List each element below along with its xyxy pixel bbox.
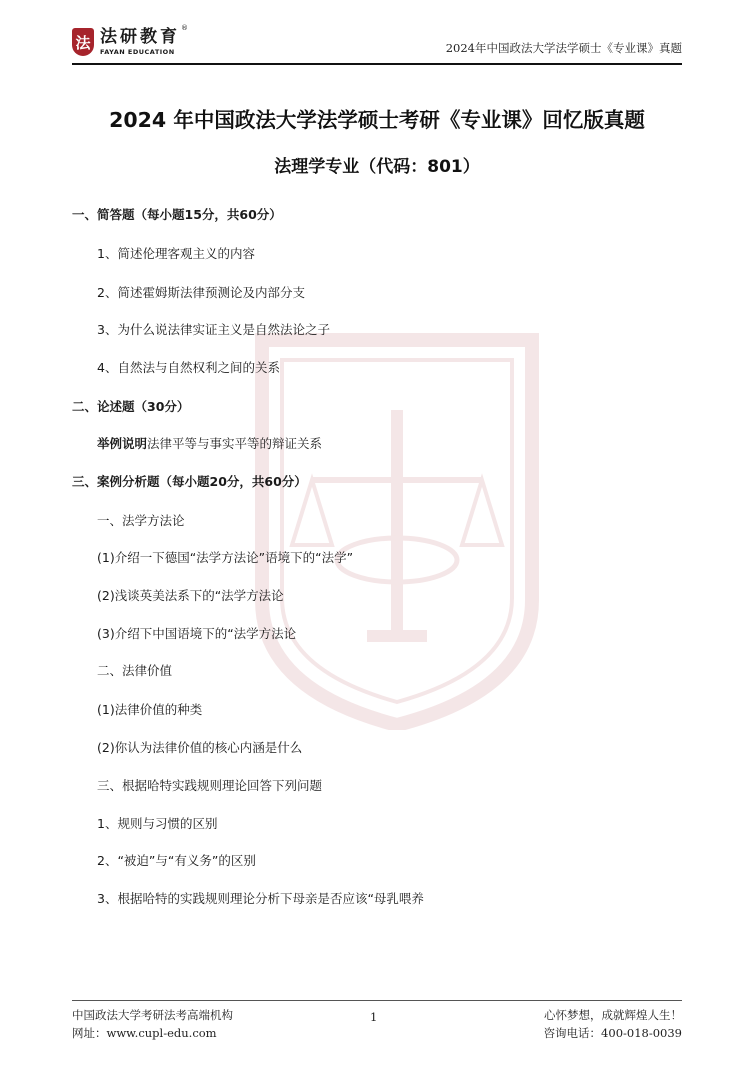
subsection-heading: 一、法学方法论	[97, 513, 185, 528]
section-heading: 一、简答题（每小题15分，共60分）	[72, 207, 282, 222]
page-title: 2024 年中国政法大学法学硕士考研《专业课》回忆版真题	[109, 108, 645, 132]
logo-text	[100, 26, 180, 56]
question-item: 2、“被迫”与“有义务”的区别	[97, 853, 256, 868]
brand-logo	[72, 24, 188, 60]
question-item: 4、自然法与自然权利之间的关系	[97, 360, 280, 375]
page-subtitle: 法理学专业（代码：801）	[274, 157, 480, 177]
question-item: (2)浅谈英美法系下的“法学方法论	[97, 588, 284, 603]
logo-chinese-name: 法研教育	[100, 26, 180, 47]
section-heading: 二、论述题（30分）	[72, 399, 190, 414]
logo-english-name: FAYAN EDUCATION	[100, 47, 175, 56]
question-item: 1、规则与习惯的区别	[97, 816, 218, 831]
question-item	[97, 436, 322, 452]
question-item: (1)法律价值的种类	[97, 702, 203, 717]
footer-org: 中国政法大学考研法考高端机构	[72, 1008, 233, 1022]
header-doc-label: 2024年中国政法大学法学硕士《专业课》真题	[445, 41, 682, 55]
shield-logo-icon: 法	[72, 28, 94, 56]
question-item: (2)你认为法律价值的核心内涵是什么	[97, 740, 303, 755]
footer-slogan: 心怀梦想，成就辉煌人生！	[544, 1008, 682, 1022]
footer-phone: 咨询电话：400-018-0039	[543, 1026, 682, 1040]
question-item: (3)介绍下中国语境下的“法学方法论	[97, 626, 297, 641]
footer-website: 网址：www.cupl-edu.com	[72, 1026, 217, 1040]
header-divider	[72, 63, 682, 65]
subsection-heading: 三、根据哈特实践规则理论回答下列问题	[97, 778, 323, 793]
question-item: (1)介绍一下德国“法学方法论”语境下的“法学”	[97, 550, 354, 565]
footer-divider	[72, 1000, 682, 1001]
page-header	[72, 24, 682, 60]
question-item: 3、为什么说法律实证主义是自然法论之子	[97, 322, 330, 337]
question-item: 3、根据哈特的实践规则理论分析下母亲是否应该“母乳喂养	[97, 891, 424, 906]
question-text: 法律平等与事实平等的辩证关系	[147, 436, 323, 451]
page-number: 1	[370, 1010, 378, 1024]
question-item: 2、简述霍姆斯法律预测论及内部分支	[97, 285, 305, 300]
bold-lead-text: 举例说明	[97, 436, 148, 451]
question-item: 1、简述伦理客观主义的内容	[97, 246, 255, 261]
registered-mark: ®	[181, 24, 188, 32]
subsection-heading: 二、法律价值	[97, 663, 173, 678]
watermark-shield-icon	[252, 330, 542, 730]
section-heading: 三、案例分析题（每小题20分，共60分）	[72, 474, 307, 489]
